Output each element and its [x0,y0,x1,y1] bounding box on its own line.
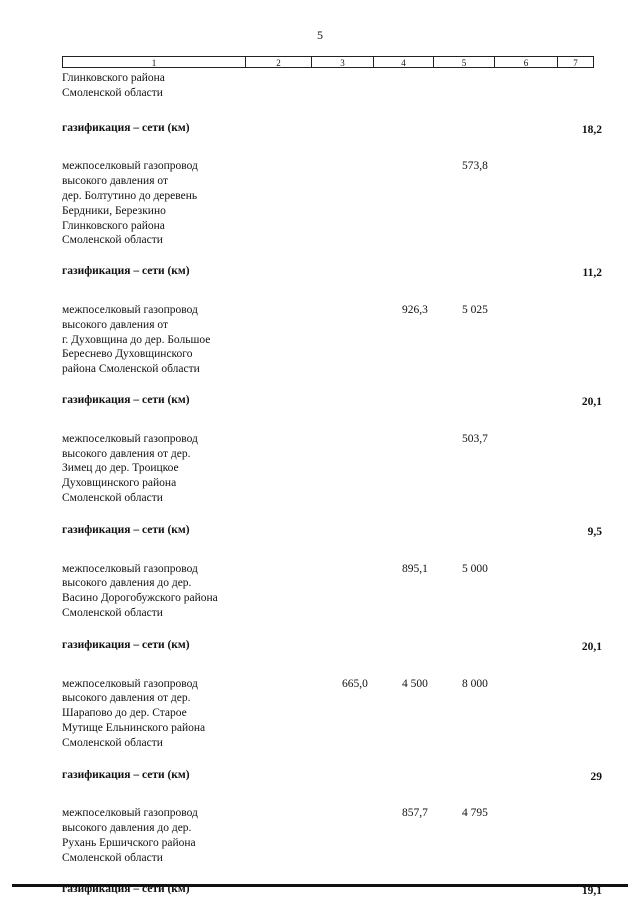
desc-line: г. Духовщина до дер. Большое [62,333,211,346]
desc-line: Шарапово до дер. Старое [62,707,187,720]
gasification-label: газификация – сети (км) [62,883,190,896]
desc-line: межпоселковый газопровод [62,303,198,316]
desc-line: Береснево Духовщинского [62,348,193,361]
gasification-value: 20,1 [581,640,602,653]
desc-line: Рухань Ершичского района [62,836,196,849]
desc-line: Васино Дорогобужского района [62,592,218,605]
gasification-label: газификация – сети (км) [62,768,190,781]
row-description [62,806,252,865]
gasification-row [62,393,616,408]
row-description [62,432,252,506]
header-col-3: 3 [311,56,374,68]
header-col-5: 5 [433,56,495,68]
value-c4: 857,7 [402,807,428,820]
table-header-row [62,56,616,70]
gasification-row [62,638,616,653]
row-description [62,562,252,621]
value-c5: 4 795 [462,807,488,820]
desc-line: Смоленской области [62,851,163,864]
gasification-label: газификация – сети (км) [62,638,190,651]
gasification-label: газификация – сети (км) [62,265,190,278]
header-col-6: 6 [494,56,558,68]
desc-line: дер. Болтутино до деревень [62,189,198,202]
gasification-value: 20,1 [581,395,602,408]
desc-line: Мутище Ельнинского района [62,721,206,734]
table-rows [62,121,616,898]
header-col-7: 7 [557,56,594,68]
header-col-1: 1 [62,56,246,68]
page-number: 5 [317,28,323,42]
desc-line: высокого давления от дер. [62,447,191,460]
desc-line: Смоленской области [62,234,163,247]
gasification-value: 18,2 [581,123,602,136]
desc-line: Смоленской области [62,606,163,619]
table-body [62,71,616,897]
table-row [62,432,616,506]
desc-line: межпоселковый газопровод [62,160,198,173]
desc-line: Смоленской области [62,491,163,504]
desc-line: Зимец до дер. Троицкое [62,462,179,475]
value-c4: 895,1 [402,562,428,575]
table-row [62,806,616,865]
value-c5: 503,7 [462,432,488,445]
gasification-value: 19,1 [581,885,602,898]
table-row [62,159,616,248]
gasification-row [62,121,616,136]
table-row [62,71,616,101]
gasification-label: газификация – сети (км) [62,393,190,406]
desc-line: высокого давления до дер. [62,577,192,590]
desc-line: высокого давления от дер. [62,692,191,705]
gasification-row [62,264,616,279]
gasification-value: 11,2 [582,267,602,280]
row-description [62,303,252,377]
row-description [62,159,252,248]
value-c5: 5 000 [462,562,488,575]
row-description [62,677,252,751]
desc-line: высокого давления от [62,175,168,188]
gasification-value: 9,5 [587,525,602,538]
value-c5: 8 000 [462,677,488,690]
desc-line: высокого давления до дер. [62,822,192,835]
desc-line: межпоселковый газопровод [62,807,198,820]
gasification-value: 29 [590,770,602,783]
desc-line: межпоселковый газопровод [62,562,198,575]
header-col-4: 4 [373,56,434,68]
table-row [62,562,616,621]
desc-line: межпоселковый газопровод [62,677,198,690]
gasification-row [62,768,616,783]
desc-line: Глинковского района [62,72,165,84]
value-c5: 5 025 [462,303,488,316]
table-row [62,677,616,751]
value-c4: 4 500 [402,677,428,690]
header-col-2: 2 [245,56,312,68]
gasification-label: газификация – сети (км) [62,121,190,134]
desc-line: Смоленской области [62,86,163,99]
value-c4: 926,3 [402,303,428,316]
value-c3: 665,0 [342,677,368,690]
gasification-row [62,523,616,538]
table-row [62,303,616,377]
footer-divider [12,884,628,887]
desc-line: высокого давления от [62,318,168,331]
desc-line: межпоселковый газопровод [62,432,198,445]
gasification-label: газификация – сети (км) [62,523,190,536]
value-c5: 573,8 [462,160,488,173]
desc-line: Глинковского района [62,219,165,232]
row-description [62,71,252,101]
desc-line: Духовщинского района [62,477,177,490]
desc-line: Смоленской области [62,736,163,749]
desc-line: района Смоленской области [62,363,200,376]
desc-line: Бердники, Березкино [62,204,166,217]
